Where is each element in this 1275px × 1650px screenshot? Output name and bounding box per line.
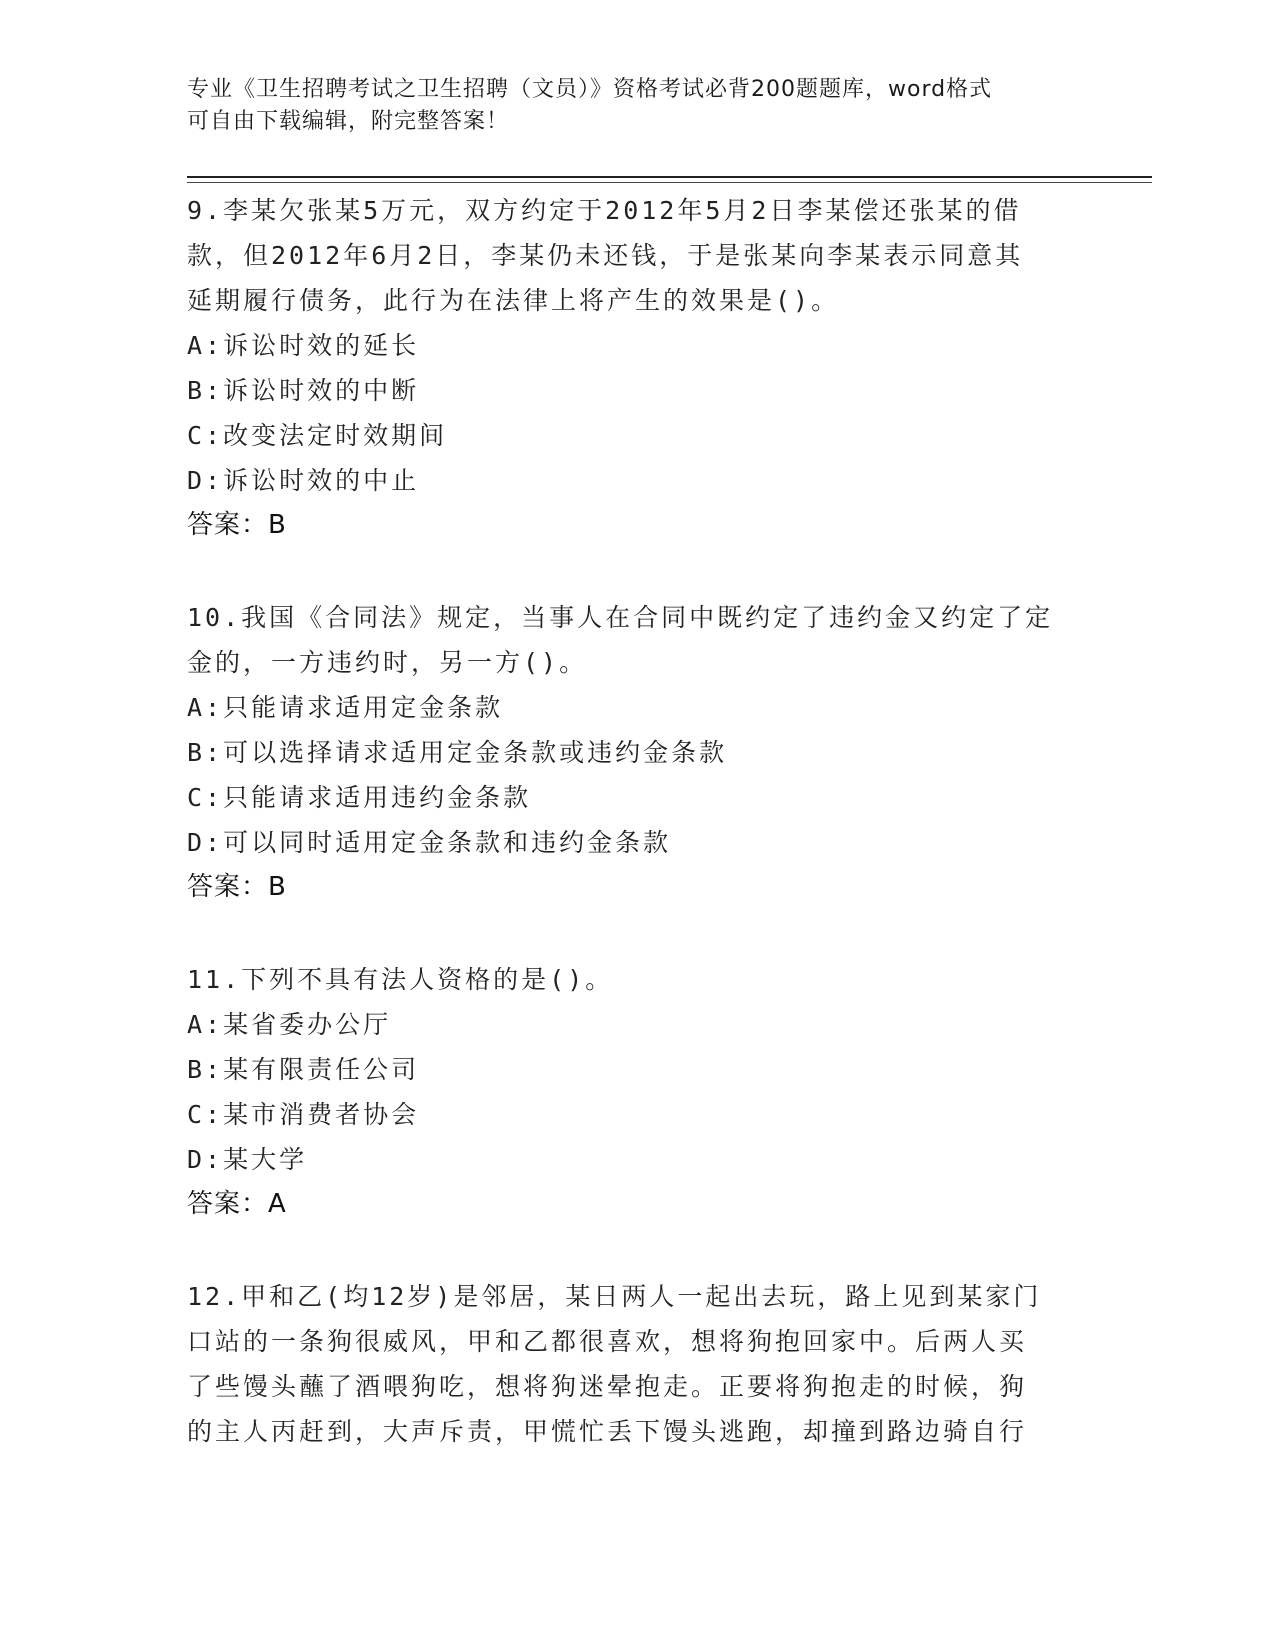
option-d: D:某大学: [187, 1145, 308, 1174]
option-c: C:改变法定时效期间: [187, 421, 448, 450]
header-line-2: 可自由下载编辑，附完整答案！: [187, 109, 510, 134]
question-text-line: 延期履行债务，此行为在法律上将产生的效果是()。: [187, 286, 840, 315]
question-9: [187, 188, 1087, 548]
question-text-line: 口站的一条狗很威风，甲和乙都很喜欢，想将狗抱回家中。后两人买: [187, 1327, 1028, 1356]
answer-label: 答案：B: [187, 510, 287, 540]
question-text-line: 10.我国《合同法》规定，当事人在合同中既约定了违约金又约定了定: [187, 603, 1054, 632]
question-spacer: [187, 910, 1087, 957]
question-spacer: [187, 1227, 1087, 1274]
question-text-line: 了些馒头蘸了酒喂狗吃，想将狗迷晕抱走。正要将狗抱走的时候，狗: [187, 1372, 1028, 1401]
header-divider-thick: [187, 176, 1152, 178]
option-c: C:某市消费者协会: [187, 1100, 420, 1129]
question-12: [187, 1274, 1087, 1454]
answer-label: 答案：B: [187, 872, 287, 902]
option-d: D:可以同时适用定金条款和违约金条款: [187, 828, 672, 857]
option-a: A:某省委办公厅: [187, 1010, 392, 1039]
question-spacer: [187, 548, 1087, 595]
question-list: [187, 188, 1087, 1454]
question-11: [187, 957, 1087, 1227]
option-d: D:诉讼时效的中止: [187, 466, 420, 495]
option-b: B:可以选择请求适用定金条款或违约金条款: [187, 738, 728, 767]
header-divider-thin: [187, 182, 1152, 183]
option-b: B:诉讼时效的中断: [187, 376, 420, 405]
question-text-line: 12.甲和乙(均12岁)是邻居，某日两人一起出去玩，路上见到某家门: [187, 1282, 1042, 1311]
document-header: [187, 74, 1067, 138]
question-10: [187, 595, 1087, 910]
option-c: C:只能请求适用违约金条款: [187, 783, 532, 812]
question-text-line: 9.李某欠张某5万元，双方约定于2012年5月2日李某偿还张某的借: [187, 196, 1022, 225]
header-line-1: 专业《卫生招聘考试之卫生招聘（文员）》资格考试必背200题题库，word格式: [187, 77, 993, 102]
question-text-line: 的主人丙赶到，大声斥责，甲慌忙丢下馒头逃跑，却撞到路边骑自行: [187, 1417, 1028, 1446]
option-a: A:诉讼时效的延长: [187, 331, 420, 360]
answer-label: 答案：A: [187, 1189, 287, 1219]
option-a: A:只能请求适用定金条款: [187, 693, 504, 722]
option-b: B:某有限责任公司: [187, 1055, 420, 1084]
question-text-line: 款，但2012年6月2日，李某仍未还钱，于是张某向李某表示同意其: [187, 241, 1024, 270]
question-text-line: 金的，一方违约时，另一方()。: [187, 648, 588, 677]
question-text-line: 11.下列不具有法人资格的是()。: [187, 965, 614, 994]
